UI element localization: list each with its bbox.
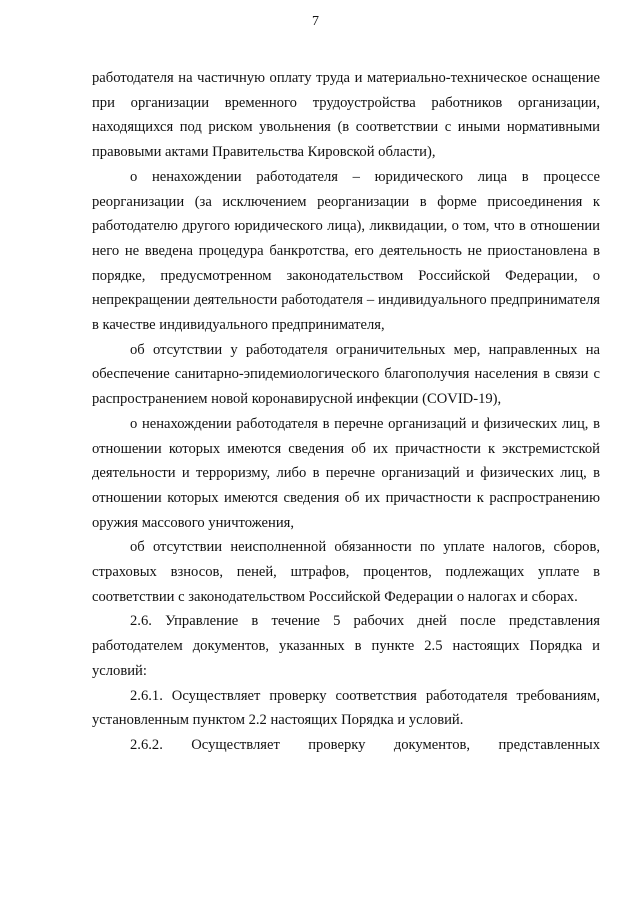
paragraph-no-tax-debt: об отсутствии неисполненной обязанности по уплате налогов, сборов, страховых взносов, пеней, штрафов, процентов, подлежащих уплате в соответствии с законодательством Российской Федерации о налогах и сборах. — [92, 539, 600, 605]
paragraph-no-reorganization: о ненахождении работодателя – юридического лица в процессе реорганизации (за исключением реорганизации в форме присоединения к работодателю другого юридического лица), ликвидации, о том, что в отношении него не введена процедура банкротства, его деятельность не приостановлена в порядке, предусмотренном законодательством Российской Федерации, о непрекращении деятельности работодателя – индивидуального предпринимателя в качестве индивидуального предпринимателя, — [92, 168, 600, 334]
page-number: 7 — [312, 14, 319, 29]
paragraph-2-6: 2.6. Управление в течение 5 рабочих дней после представления работодателем документов, указанных в пункте 2.5 настоящих Порядка и условий: — [92, 613, 600, 679]
document-body — [92, 66, 600, 758]
paragraph-not-in-lists: о ненахождении работодателя в перечне организаций и физических лиц, в отношении которых имеются сведения об их причастности к экстремистской деятельности и терроризму, либо в перечне организаций и физических лиц, в отношении которых имеются сведения об их причастности к распространению оружия массового уничтожения, — [92, 415, 600, 531]
paragraph-no-restrictions: об отсутствии у работодателя ограничительных мер, направленных на обеспечение санитарно-эпидемиологического благополучия населения в связи с распространением новой коронавирусной инфекции (COVID-19), — [92, 341, 600, 408]
paragraph-2-6-2: 2.6.2. Осуществляет проверку документов, представленных — [130, 736, 600, 753]
paragraph-2-6-1: 2.6.1. Осуществляет проверку соответствия работодателя требованиям, установленным пунктом 2.2 настоящих Порядка и условий. — [92, 687, 600, 729]
paragraph-continuation: работодателя на частичную оплату труда и материально-техническое оснащение при организации временного трудоустройства работников организации, находящихся под риском увольнения (в соответствии с иными нормативными правовыми актами Правительства Кировской области), — [92, 70, 600, 161]
